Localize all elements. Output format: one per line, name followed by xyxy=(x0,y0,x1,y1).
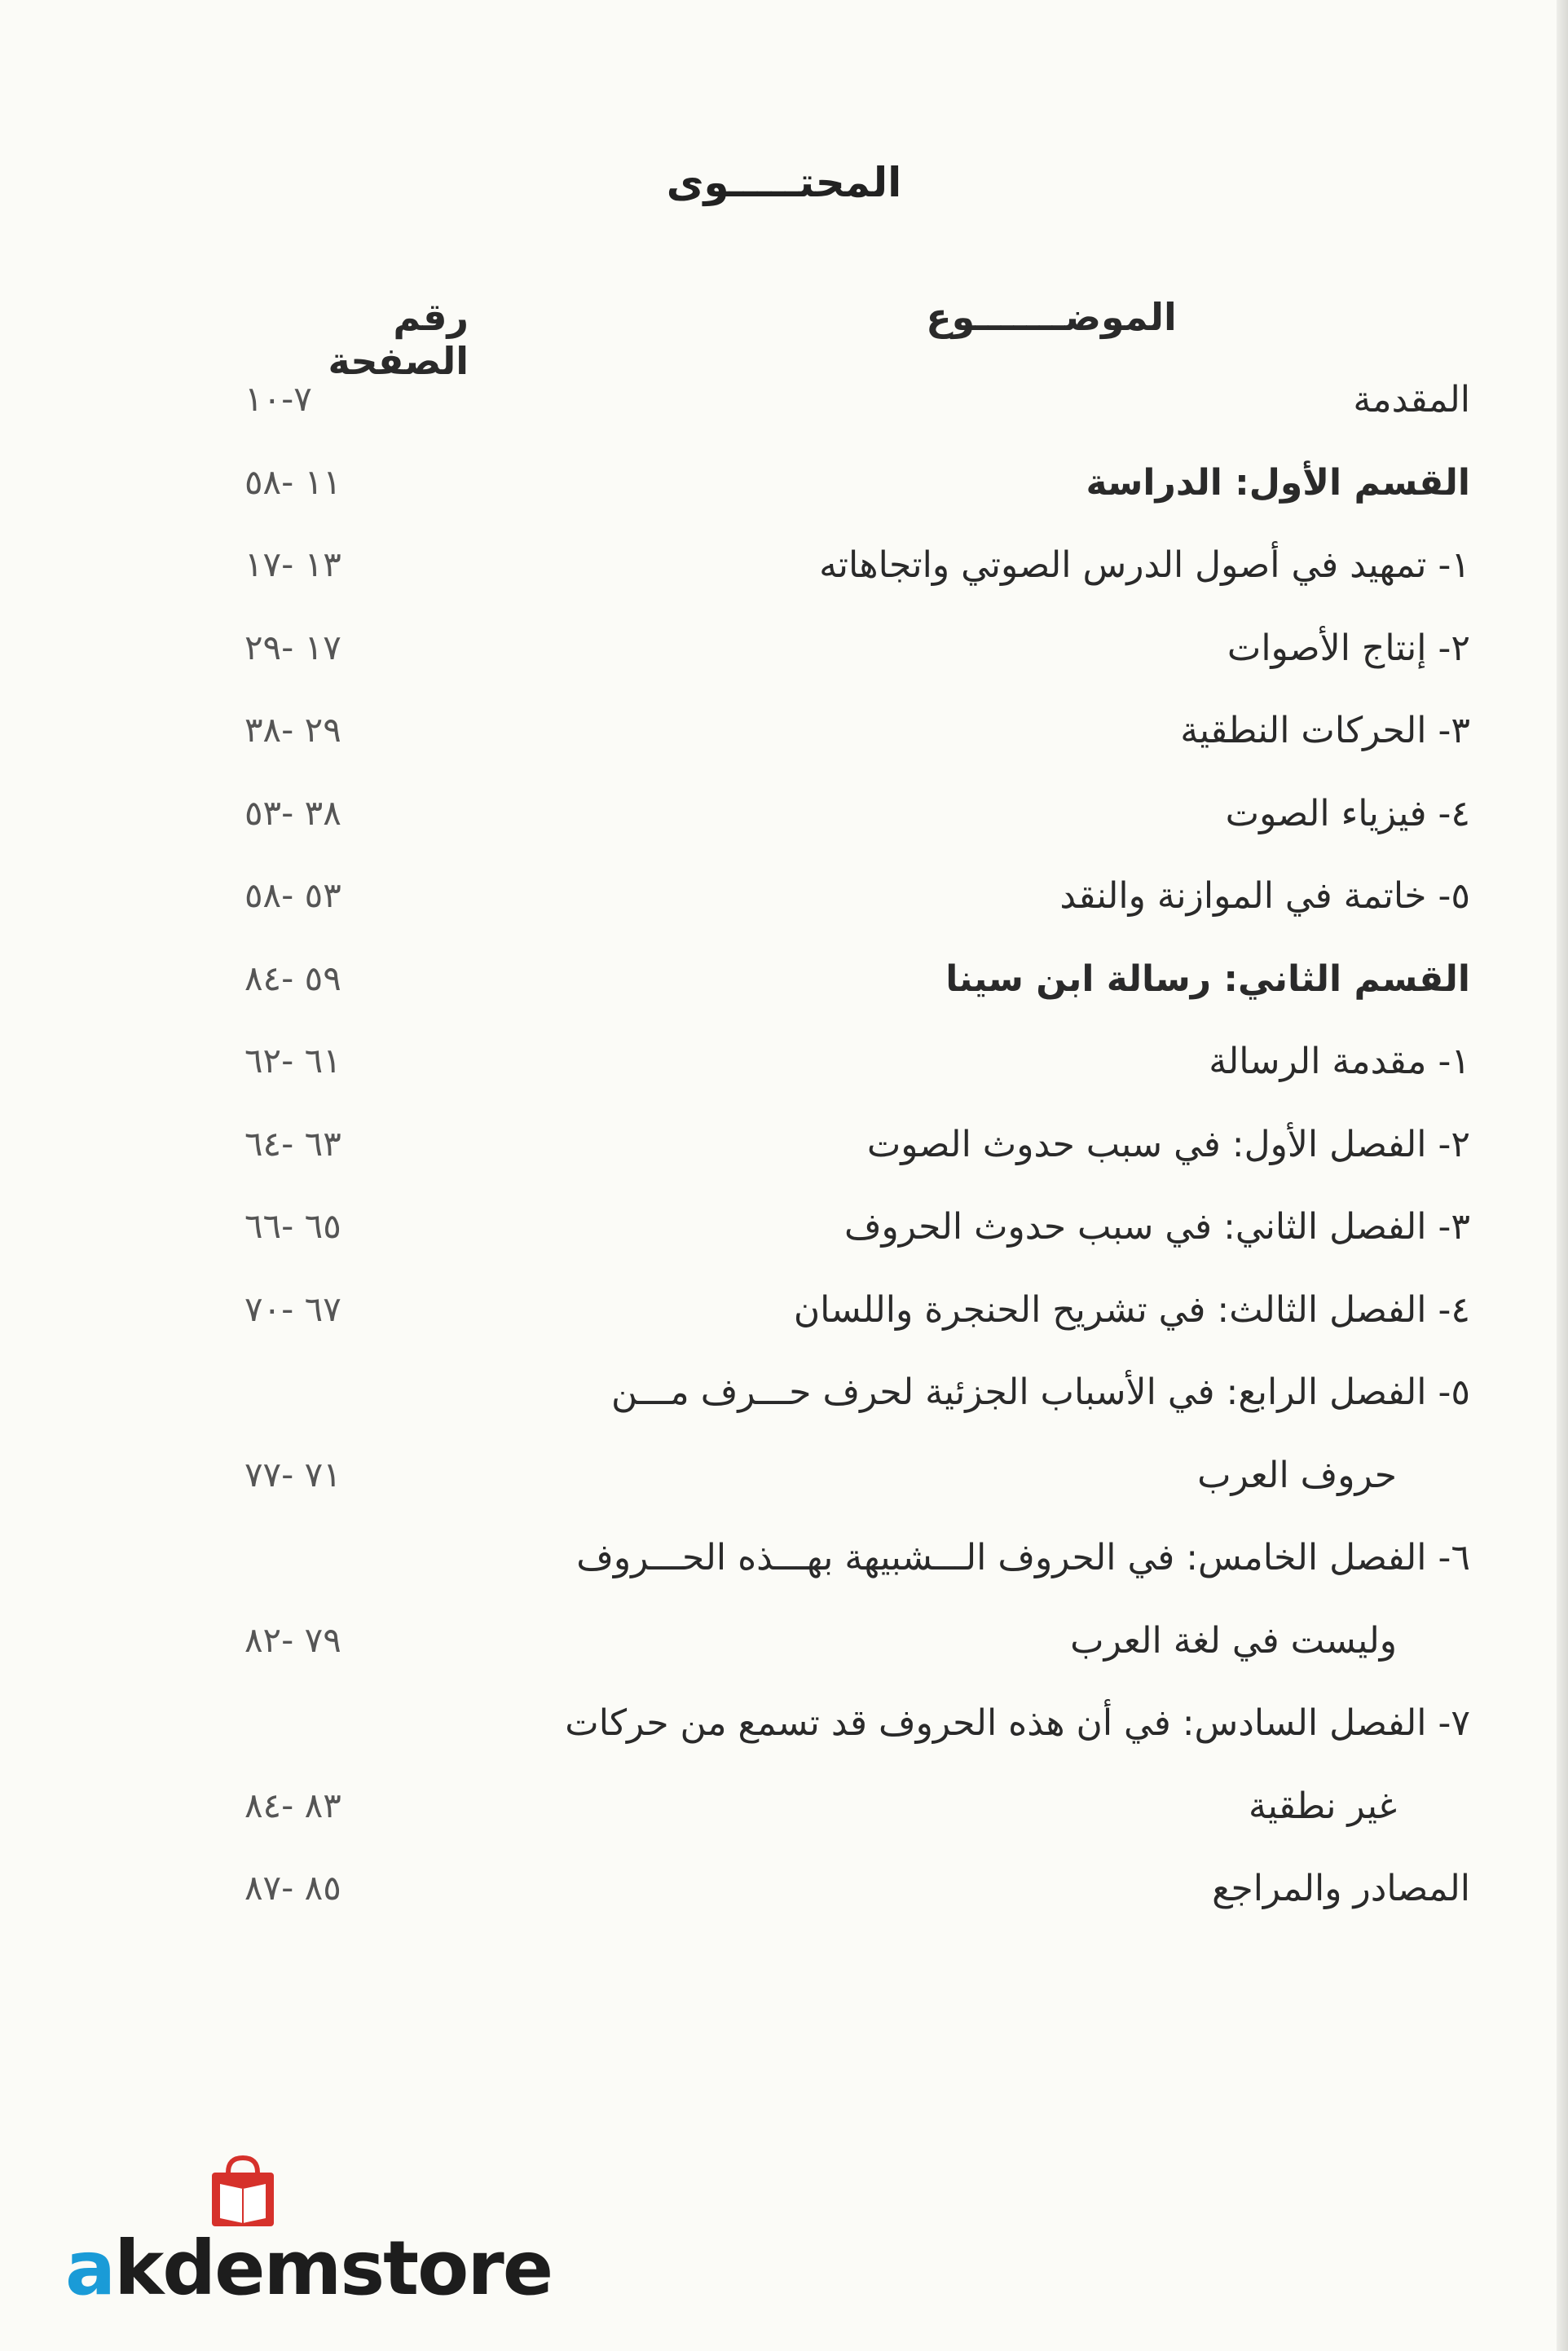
toc-topic: ١- مقدمة الرسالة xyxy=(1209,1041,1470,1082)
toc-row xyxy=(0,710,1568,783)
toc-page-range: ٦٥ -٦٦ xyxy=(244,1206,341,1246)
toc-page-range: ٧-١٠ xyxy=(244,379,312,419)
toc-page-range: ٦٣ -٦٤ xyxy=(244,1124,341,1164)
toc-page-range: ٥٩ -٨٤ xyxy=(244,958,341,998)
shopping-bag-book-icon xyxy=(204,2151,282,2230)
toc-topic: القسم الثاني: رسالة ابن سينا xyxy=(945,958,1470,1000)
page-title: المحتـــــوى xyxy=(666,159,902,206)
toc-row xyxy=(0,379,1568,452)
logo-text-rest: kdemstore xyxy=(114,2225,553,2312)
toc-topic: ٤- فيزياء الصوت xyxy=(1225,793,1470,834)
topic-column-header: الموضـــــــوع xyxy=(926,295,1177,339)
toc-row xyxy=(0,1537,1568,1610)
toc-topic: ٣- الحركات النطقية xyxy=(1180,710,1470,751)
toc-topic: المقدمة xyxy=(1353,379,1470,420)
toc-topic: القسم الأول: الدراسة xyxy=(1086,462,1470,504)
toc-page-range: ٧١ -٧٧ xyxy=(244,1455,341,1495)
toc-row xyxy=(0,793,1568,866)
toc-row xyxy=(0,875,1568,949)
toc-page-range: ٨٥ -٨٧ xyxy=(244,1868,341,1908)
toc-topic: ٢- الفصل الأول: في سبب حدوث الصوت xyxy=(866,1124,1470,1165)
toc-row xyxy=(0,1868,1568,1941)
store-logo xyxy=(33,2151,553,2312)
toc-row xyxy=(0,1620,1568,1693)
toc-row xyxy=(0,1702,1568,1776)
toc-page-range: ٦١ -٦٢ xyxy=(244,1041,341,1081)
toc-topic: ١- تمهيد في أصول الدرس الصوتي واتجاهاته xyxy=(819,544,1470,586)
toc-page-range: ١٣ -١٧ xyxy=(244,544,341,584)
toc-page-range: ٥٣ -٥٨ xyxy=(244,875,341,915)
toc-row xyxy=(0,1041,1568,1114)
toc-row xyxy=(0,1124,1568,1197)
toc-row xyxy=(0,1206,1568,1279)
toc-topic: ٥- خاتمة في الموازنة والنقد xyxy=(1059,875,1470,917)
toc-topic: وليست في لغة العرب xyxy=(1070,1620,1397,1662)
logo-wordmark xyxy=(65,2225,552,2312)
toc-row xyxy=(0,544,1568,618)
toc-row xyxy=(0,958,1568,1032)
toc-row xyxy=(0,1785,1568,1859)
toc-topic: ٥- الفصل الرابع: في الأسباب الجزئية لحرف حـــرف مـــن xyxy=(610,1371,1470,1413)
toc-topic: ٣- الفصل الثاني: في سبب حدوث الحروف xyxy=(843,1206,1470,1248)
toc-topic: المصادر والمراجع xyxy=(1212,1868,1470,1909)
toc-page-range: ٢٩ -٣٨ xyxy=(244,710,341,750)
toc-page-range: ١٧ -٢٩ xyxy=(244,627,341,667)
page-column-header: رقم الصفحة xyxy=(328,295,469,383)
toc-row xyxy=(0,627,1568,701)
toc-page-range: ٦٧ -٧٠ xyxy=(244,1289,341,1329)
toc-row xyxy=(0,1455,1568,1528)
toc-row xyxy=(0,462,1568,535)
toc-row xyxy=(0,1371,1568,1445)
toc-topic: حروف العرب xyxy=(1197,1455,1397,1496)
toc-topic: ٦- الفصل الخامس: في الحروف الـــشبيهة بهـــذه الحـــروف xyxy=(576,1537,1470,1578)
toc-topic: ٤- الفصل الثالث: في تشريح الحنجرة واللسان xyxy=(793,1289,1470,1331)
toc-topic: غير نطقية xyxy=(1248,1785,1397,1827)
toc-page-range: ٣٨ -٥٣ xyxy=(244,793,341,833)
toc-row xyxy=(0,1289,1568,1363)
toc-topic: ٧- الفصل السادس: في أن هذه الحروف قد تسمع من حركات xyxy=(565,1702,1470,1744)
toc-page-range: ٧٩ -٨٢ xyxy=(244,1620,341,1660)
toc-page-range: ٨٣ -٨٤ xyxy=(244,1785,341,1825)
toc-topic: ٢- إنتاج الأصوات xyxy=(1227,627,1470,669)
logo-letter-a: a xyxy=(65,2225,115,2312)
toc-page-range: ١١ -٥٨ xyxy=(244,462,341,502)
